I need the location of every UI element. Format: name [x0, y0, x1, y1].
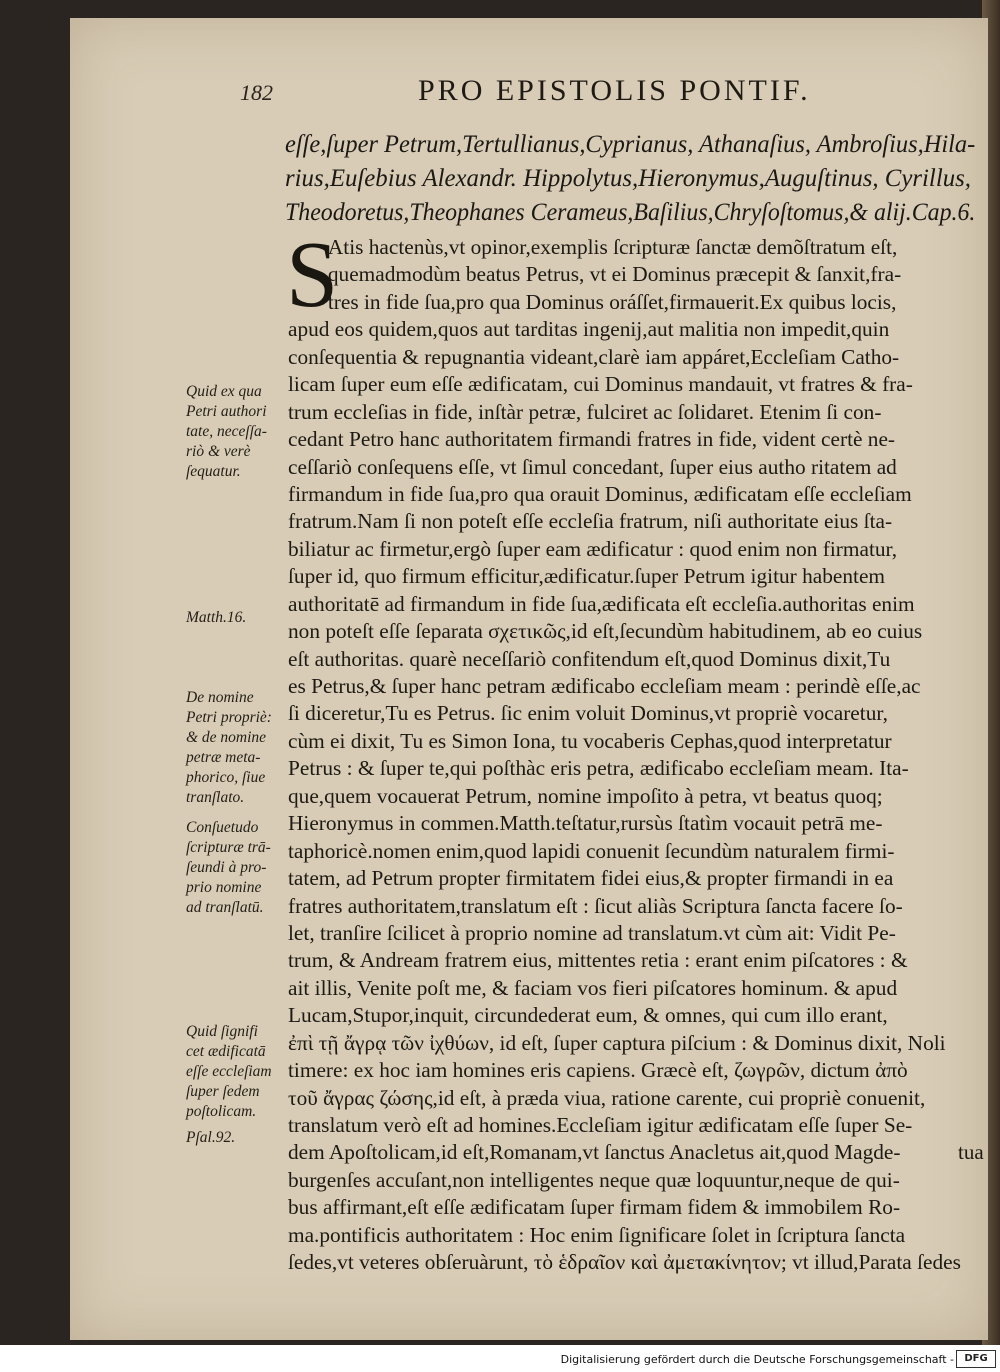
body-line: ait illis, Venite poſt me, & faciam vos fieri piſcatores hominum. & apud — [288, 975, 898, 1000]
marginal-line: Petri authori — [186, 403, 267, 420]
marginal-line: Conſuetudo — [186, 819, 259, 836]
marginal-line: Petri propriè: — [186, 709, 272, 726]
marginal-line: ſuper ſedem — [186, 1083, 260, 1100]
body-line: trum eccleſias in fide, inſtàr petræ, fulciret ac ſolidaret. Etenim ſi con- — [288, 399, 882, 424]
page-number: 182 — [240, 80, 273, 105]
body-line: Atis hactenùs,vt opinor,exemplis ſcripturæ ſanctæ demõſtratum eſt, — [327, 235, 898, 259]
body-line: authoritatē ad firmandum in fide ſua,ædificata eſt eccleſia.authoritas enim — [288, 591, 915, 616]
body-line: non poteſt eſſe ſeparata σχετικῶς,id eſt,ſecundùm habitudinem, ab eo cuius — [288, 619, 923, 644]
body-line: fratres authoritatem,translatum eſt : ſicut aliàs Scriptura ſancta facere ſo- — [288, 893, 903, 918]
marginal-line: ſeundi à pro- — [186, 859, 267, 876]
running-title: PRO EPISTOLIS PONTIF. — [418, 74, 811, 107]
body-line: ſi diceretur,Tu es Petrus. ſic enim voluit Dominus,vt propriè vocaretur, — [288, 701, 888, 726]
body-line: trum, & Andream fratrem eius, mittentes retia : erant enim piſcatores : & — [288, 948, 908, 973]
marginal-line: tate, neceſſa- — [186, 423, 267, 440]
body-line: Hieronymus in commen.Matth.teſtatur,rursùs ſtatìm vocauit petrā me- — [288, 811, 883, 836]
body-line: biliatur ac firmetur,ergò ſuper eam ædificatur : quod enim non firmatur, — [288, 536, 898, 561]
marginal-line: ad tranſlatū. — [186, 899, 264, 916]
marginal-line: poſtolicam. — [186, 1103, 257, 1120]
body-line: taphoricè.nomen enim,quod lapidi conuenit ſecundùm naturalem firmi- — [288, 838, 895, 863]
marginal-line: prio nomine — [186, 879, 262, 896]
page-header — [240, 70, 980, 120]
marginal-line: eſſe eccleſiam — [186, 1063, 272, 1080]
body-line: Petrus : & ſuper te,qui poſthàc eris petra, ædificabo eccleſiam meam. Ita- — [288, 756, 909, 781]
drop-capital: S — [286, 223, 339, 327]
marginal-note — [186, 608, 296, 628]
body-line: ſuper id, quo firmum efficitur,ædificatur.ſuper Petrum igitur habentem — [288, 564, 886, 589]
heading-line: rius,Euſebius Alexandr. Hippolytus,Hieronymus,Auguſtinus, Cyrillus, — [285, 165, 971, 192]
marginal-line: De nomine — [186, 689, 254, 706]
marginal-note — [186, 818, 296, 918]
body-line: bus affirmant,eſt eſſe ædificatam ſuper firmam fidem & immobilem Ro- — [288, 1195, 901, 1220]
body-line: ἐπὶ τῇ ἄγρᾳ τῶν ἰχθύων, id eſt, ſuper captura piſcium : & Dominus dixit, Noli — [288, 1030, 946, 1055]
body-line: ſedes,vt veteres obſeruàrunt, τὸ ἑδραῖον καὶ ἀμετακίνητον; vt illud,Parata ſedes — [288, 1250, 961, 1275]
body-line: translatum verò eſt ad homines.Eccleſiam igitur ædificatam eſſe ſuper Se- — [288, 1113, 913, 1137]
body-line: cùm ei dixit, Tu es Simon Iona, tu vocaberis Cephas,quod interpretatur — [288, 728, 892, 753]
marginal-line: Quid ſignifi — [186, 1023, 258, 1040]
catchword: tua — [958, 1140, 984, 1164]
body-line: licam ſuper eum eſſe ædificatam, cui Dominus mandauit, vt fratres & fra- — [288, 372, 913, 397]
dfg-logo-icon: DFG — [956, 1350, 996, 1368]
body-line: firmandum in fide ſua,pro qua orauit Dominus, ædificatam eſſe eccleſiam — [288, 481, 912, 506]
body-line: quemadmodùm beatus Petrus, vt ei Dominus præcepit & ſanxit,fra- — [327, 262, 902, 287]
marginal-line: ſcripturæ trā- — [186, 839, 271, 856]
body-line: es Petrus,& ſuper hanc petram ædificabo eccleſiam meam : perindè eſſe,ac — [288, 674, 921, 698]
marginal-note — [186, 688, 296, 808]
footer-text: Digitalisierung gefördert durch die Deutsche Forschungsgemeinschaft - — [560, 1353, 954, 1366]
marginal-note — [186, 1022, 296, 1122]
body-line: ma.pontificis authoritatem : Hoc enim ſignificare ſolet in ſcriptura ſancta — [288, 1222, 906, 1247]
body-line: cedant Petro hanc authoritatem firmandi fratres in fide, vident certè ne- — [288, 427, 896, 452]
marginal-line: riò & verè — [186, 443, 251, 460]
heading-line: eſſe,ſuper Petrum,Tertullianus,Cyprianus, Athanaſius, Ambroſius,Hila- — [285, 131, 976, 158]
marginal-line: tranſlato. — [186, 789, 245, 806]
body-line: conſequentia & repugnantia videant,clarè iam appáret,Eccleſiam Catho- — [288, 344, 900, 369]
body-line: dem Apoſtolicam,id eſt,Romanam,vt ſanctus Anacletus ait,quod Magde- — [288, 1140, 901, 1165]
body-line: burgenſes accuſant,non intelligentes neque quæ loquuntur,neque de qui- — [288, 1167, 900, 1192]
body-line: tres in fide ſua,pro qua Dominus oráſſet,firmauerit.Ex quibus locis, — [327, 289, 897, 314]
heading-line: Theodoretus,Theophanes Cerameus,Baſilius,Chryſoſtomus,& alij.Cap.6. — [285, 199, 976, 226]
body-line: Lucam,Stupor,inquit, circundederat eum, & omnes, qui cum illo erant, — [288, 1003, 888, 1028]
marginal-note — [186, 382, 296, 482]
marginal-line: Quid ex qua — [186, 383, 262, 400]
body-line: apud eos quidem,quos aut tarditas ingenij,aut malitia non impedit,quin — [288, 317, 890, 342]
marginal-line: cet ædificatā — [186, 1043, 266, 1060]
marginal-note — [186, 1128, 296, 1148]
marginal-line: phorico, ſiue — [186, 769, 266, 786]
body-line: fratrum.Nam ſi non poteſt eſſe eccleſia fratrum, niſi authoritate eius ſta- — [288, 509, 893, 534]
marginal-line: ſequatur. — [186, 463, 241, 480]
body-line: timere: ex hoc iam homines eris capiens. Græcè eſt, ζωγρῶν, dictum ἀπὸ — [288, 1058, 908, 1083]
body-line: que,quem vocauerat Petrum, nomine impoſito à petra, vt beatus quoq; — [288, 783, 883, 808]
marginal-line: Pſal.92. — [186, 1129, 236, 1146]
body-line: ceſſariò conſequens eſſe, vt ſimul concedant, ſuper eius autho ritatem ad — [288, 454, 897, 479]
marginal-line: petræ meta- — [186, 749, 261, 766]
body-text — [286, 223, 984, 1277]
body-line: tatem, ad Petrum propter firmitatem fidei eius,& propter firmandi in ea — [288, 866, 894, 891]
body-line: eſt authoritas. quarè neceſſariò confitendum eſt,quod Dominus dixit,Tu — [288, 646, 891, 671]
marginal-line: Matth.16. — [186, 609, 247, 626]
digitization-footer — [0, 1345, 1000, 1372]
body-line: let, tranſire ſcilicet à proprio nomine ad translatum.vt cùm ait: Vidit Pe- — [288, 920, 896, 945]
body-line: τοῦ ἄγρας ζώσης,id eſt, à præda viua, ratione carente, cui propriè conuenit, — [288, 1085, 926, 1110]
chapter-heading — [285, 128, 980, 230]
marginal-line: & de nomine — [186, 729, 267, 746]
